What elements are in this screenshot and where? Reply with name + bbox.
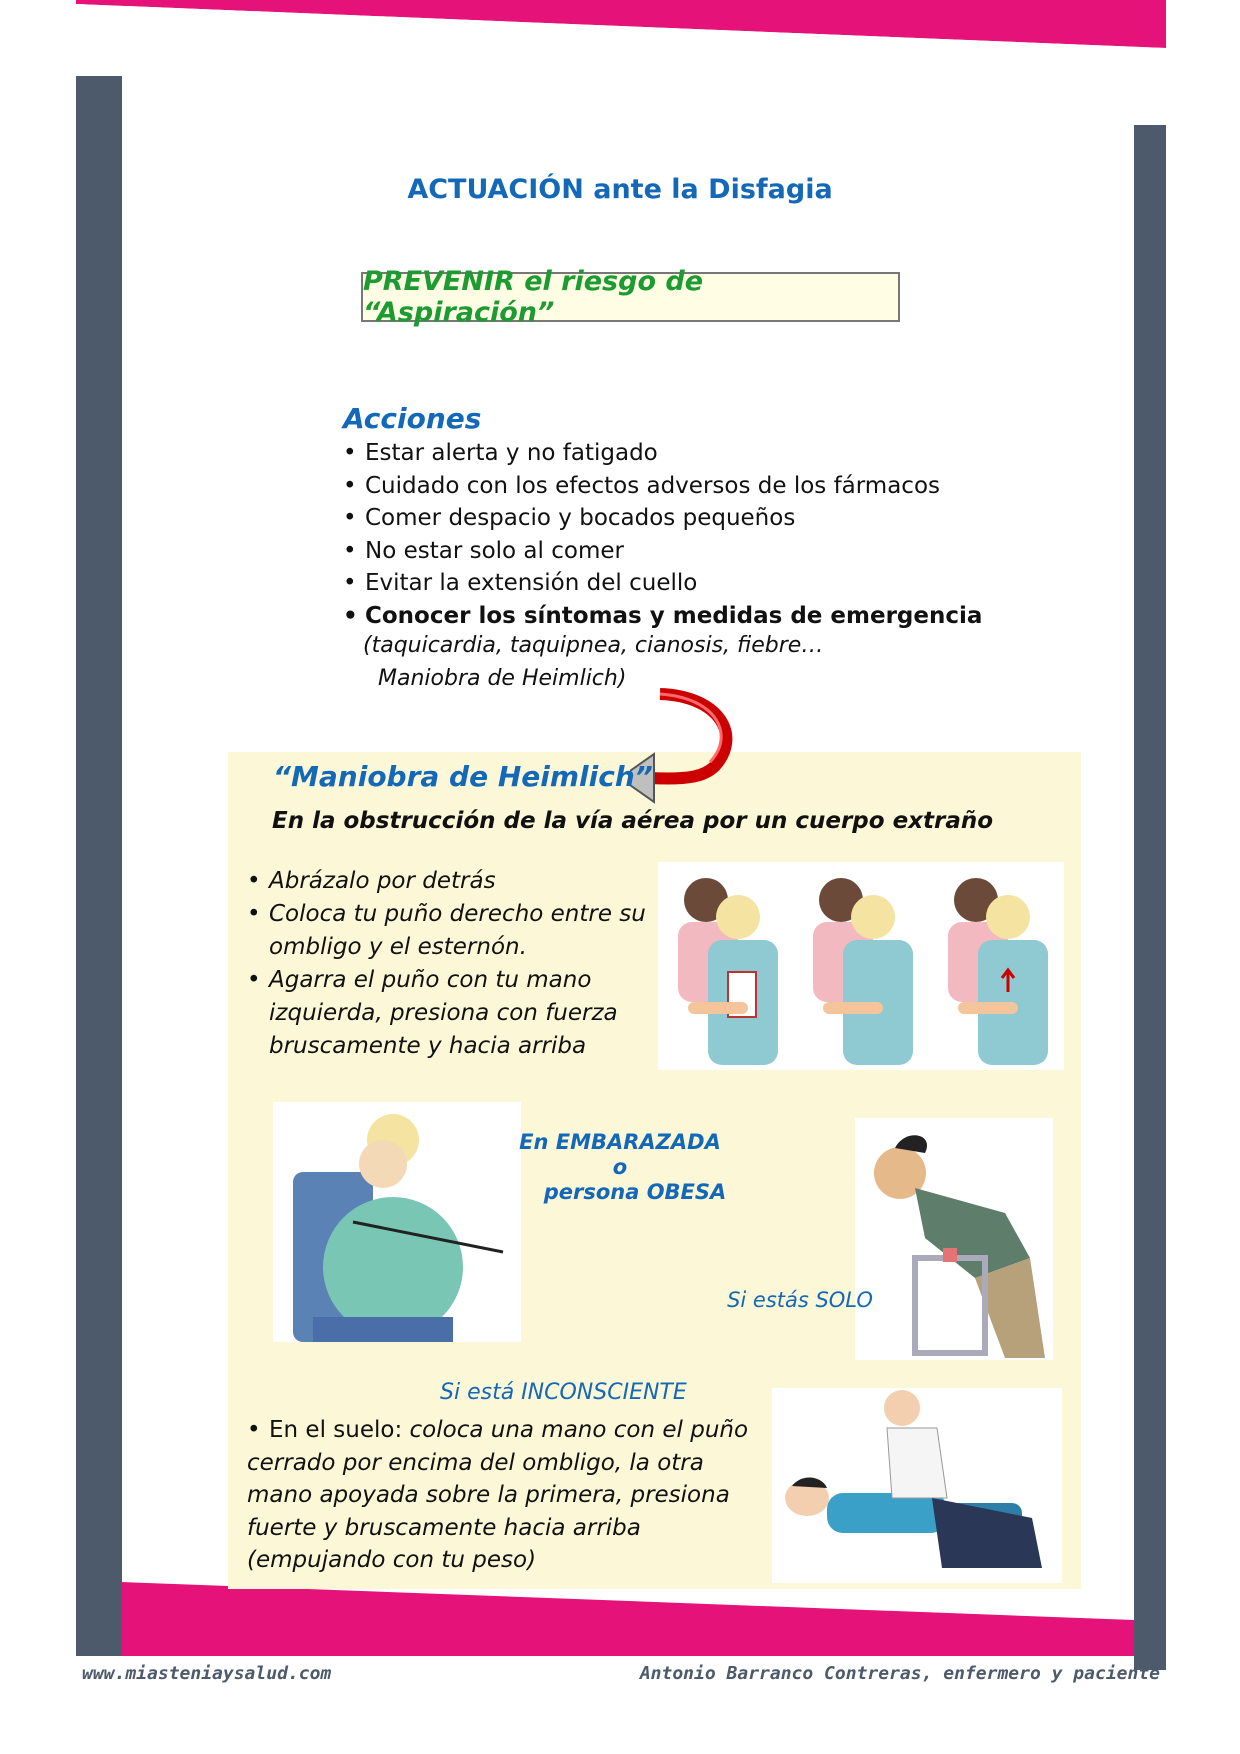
right-frame-bar xyxy=(1134,125,1166,1670)
list-item: • Cuidado con los efectos adversos de los fármacos xyxy=(343,470,1023,503)
alone-label: Si estás SOLO xyxy=(727,1288,873,1312)
acciones-heading: Acciones xyxy=(343,402,482,435)
symptoms-note: (taquicardia, taquipnea, cianosis, fiebre… xyxy=(363,633,824,658)
heimlich-heading: “Maniobra de Heimlich” xyxy=(273,760,653,793)
list-item: • Comer despacio y bocados pequeños xyxy=(343,502,1023,535)
prevent-box xyxy=(361,266,900,328)
heimlich-subtitle: En la obstrucción de la vía aérea por un cuerpo extraño xyxy=(272,808,994,834)
bottom-pink-band xyxy=(76,1580,1166,1660)
footer-author: Antonio Barranco Contreras, enfermero y paciente xyxy=(639,1663,1160,1684)
list-item: • Agarra el puño con tu mano izquierda, presiona con fuerza bruscamente y hacia arriba xyxy=(247,964,667,1063)
unconscious-label: Si está INCONSCIENTE xyxy=(440,1380,687,1405)
list-item: • Abrázalo por detrás xyxy=(247,865,667,898)
unconscious-lead: • En el suelo: xyxy=(247,1417,402,1443)
list-item: • No estar solo al comer xyxy=(343,535,1023,568)
pregnant-label-or: o xyxy=(612,1155,628,1179)
pregnant-label: En EMBARAZADA xyxy=(519,1130,721,1154)
unconscious-instructions xyxy=(247,1414,767,1577)
footer-website: www.miasteniaysalud.com xyxy=(82,1663,332,1684)
obese-label: persona OBESA xyxy=(543,1180,727,1204)
acciones-list xyxy=(343,437,1023,632)
list-item: • Coloca tu puño derecho entre su ombligo y el esternón. xyxy=(247,898,667,964)
list-item: • Evitar la extensión del cuello xyxy=(343,567,1023,600)
list-item: • Estar alerta y no fatigado xyxy=(343,437,1023,470)
page-title: ACTUACIÓN ante la Disfagia xyxy=(407,174,833,205)
left-frame-bar xyxy=(76,76,122,1656)
self-heimlich-chair-illustration xyxy=(855,1118,1053,1360)
heimlich-sequence-illustration xyxy=(658,862,1064,1070)
prevent-heading: PREVENIR el riesgo de “Aspiración” xyxy=(363,266,704,328)
list-item: • Conocer los síntomas y medidas de emergencia xyxy=(343,600,1023,633)
heimlich-steps xyxy=(247,865,667,1063)
symptoms-note-line2: Maniobra de Heimlich) xyxy=(378,666,627,691)
unconscious-text: coloca una mano con el puño cerrado por encima del ombligo, la otra mano apoyada sobre la primera, presiona fuerte y bruscamente hacia arriba (empujando con tu peso) xyxy=(247,1417,749,1573)
unconscious-heimlich-illustration xyxy=(772,1388,1062,1583)
